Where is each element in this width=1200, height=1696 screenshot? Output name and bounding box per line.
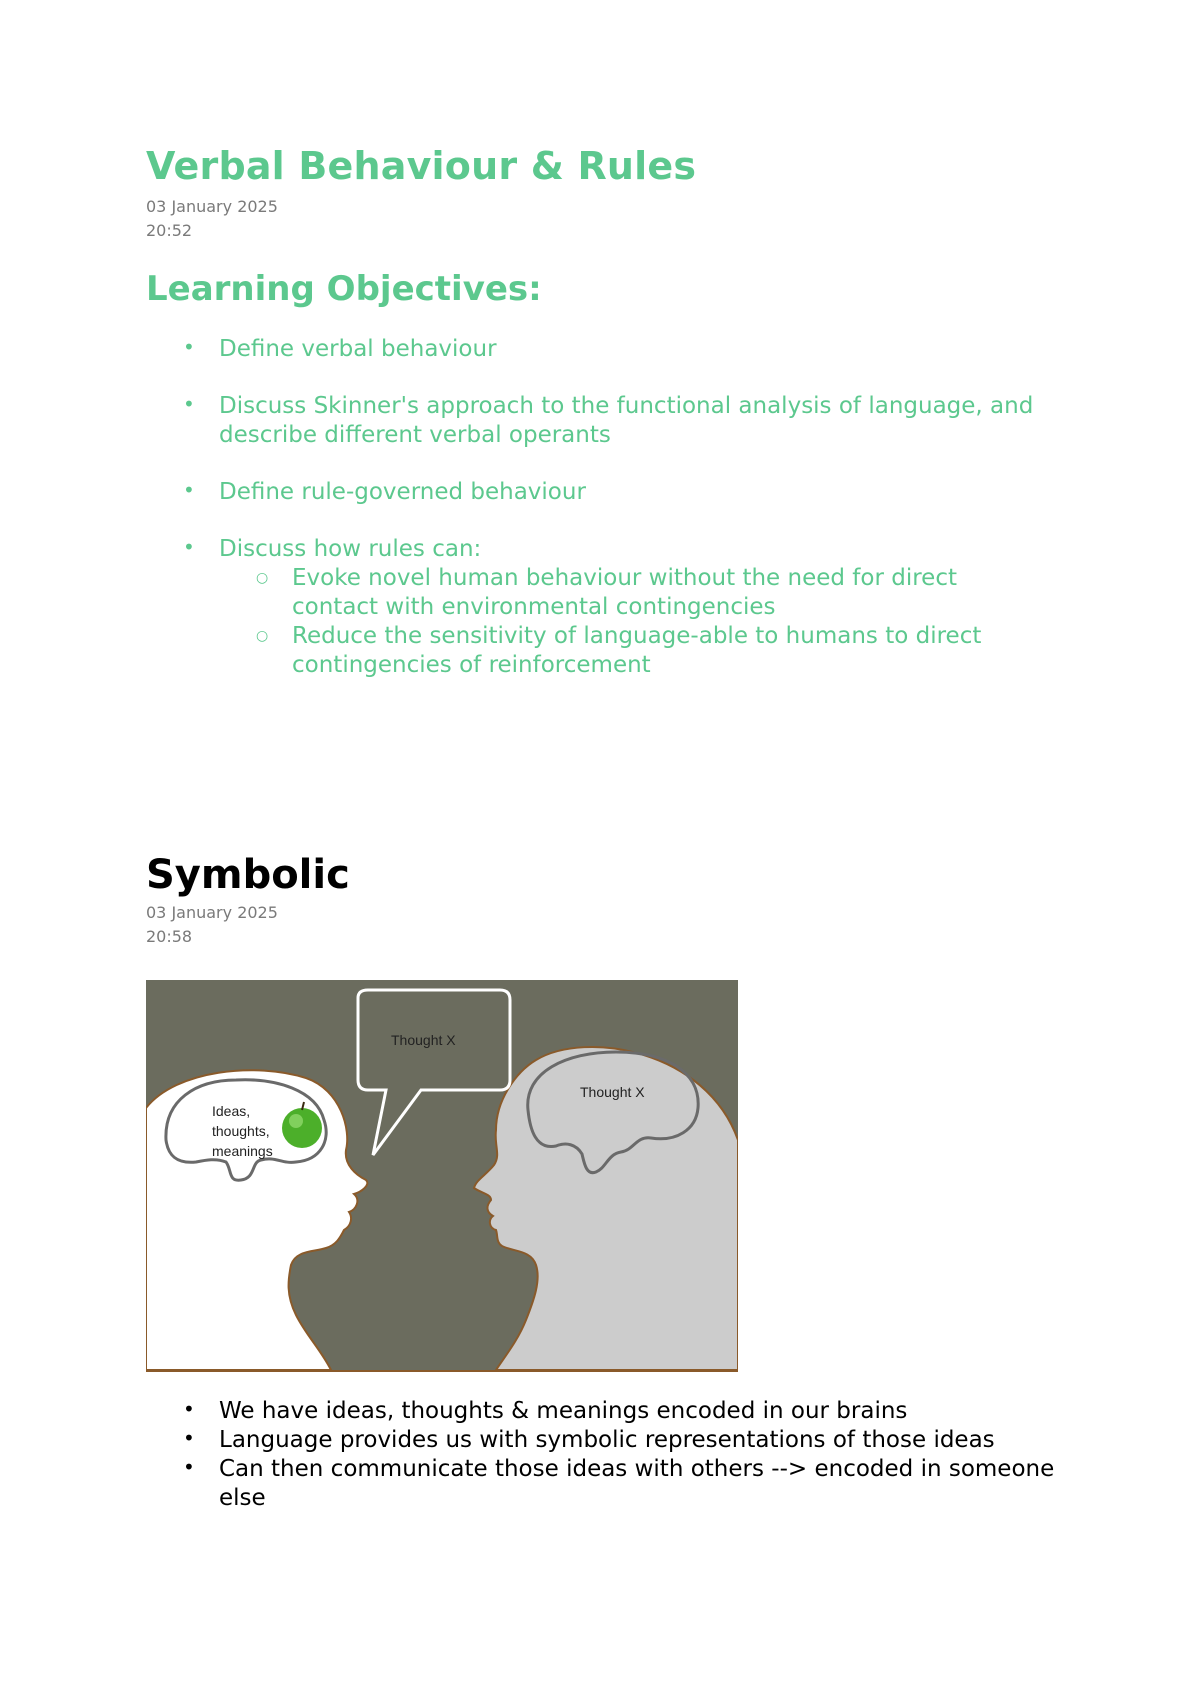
list-item: ○ Evoke novel human behaviour without the need for direct contact with environmental contingencies [146, 564, 1046, 622]
symbolic-figure [146, 980, 738, 1372]
page-title: Verbal Behaviour & Rules [146, 144, 697, 188]
section-verbal-behaviour [146, 145, 1106, 243]
symbolic-points-list [146, 1397, 1106, 1513]
left-head [146, 1070, 367, 1370]
learning-objectives-block [146, 270, 1046, 680]
list-item: • Language provides us with symbolic representations of those ideas [146, 1426, 1106, 1455]
objectives-list [146, 335, 1046, 680]
section-symbolic [146, 852, 1106, 949]
list-item: ○ Reduce the sensitivity of language-able to humans to direct contingencies of reinforcement [146, 622, 1046, 680]
list-item: • Can then communicate those ideas with others --> encoded in someone else [146, 1455, 1106, 1513]
note-date: 03 January 2025 [146, 196, 278, 216]
symbolic-points-block [146, 1397, 1106, 1513]
list-item: • Discuss Skinner's approach to the functional analysis of language, and describe different verbal operants [146, 392, 1046, 450]
speech-bubble [358, 990, 510, 1155]
section-title: Symbolic [146, 852, 350, 898]
two-heads-illustration [146, 980, 738, 1370]
left-brain-text-line-2: thoughts, [212, 1123, 270, 1139]
note-time: 20:52 [146, 220, 193, 240]
list-item: • Define verbal behaviour [146, 335, 1046, 364]
left-brain-text-line-3: meanings [212, 1143, 273, 1159]
note-date: 03 January 2025 [146, 903, 278, 922]
list-item: • We have ideas, thoughts & meanings encoded in our brains [146, 1397, 1106, 1426]
list-item: • Discuss how rules can: ○ Evoke novel human behaviour without the need for direct contact with environmental contingencies ○ Reduce the sensitivity of language-able to humans to direct contingencies of reinforcement [146, 535, 1046, 680]
left-brain-text-line-1: Ideas, [212, 1103, 251, 1119]
right-brain-text: Thought X [580, 1084, 645, 1100]
sub-objectives-list [219, 564, 1046, 680]
list-item: • Define rule-governed behaviour [146, 478, 1046, 507]
note-time: 20:58 [146, 927, 193, 946]
speech-bubble-text: Thought X [391, 1032, 456, 1048]
learning-objectives-heading: Learning Objectives: [146, 269, 542, 309]
